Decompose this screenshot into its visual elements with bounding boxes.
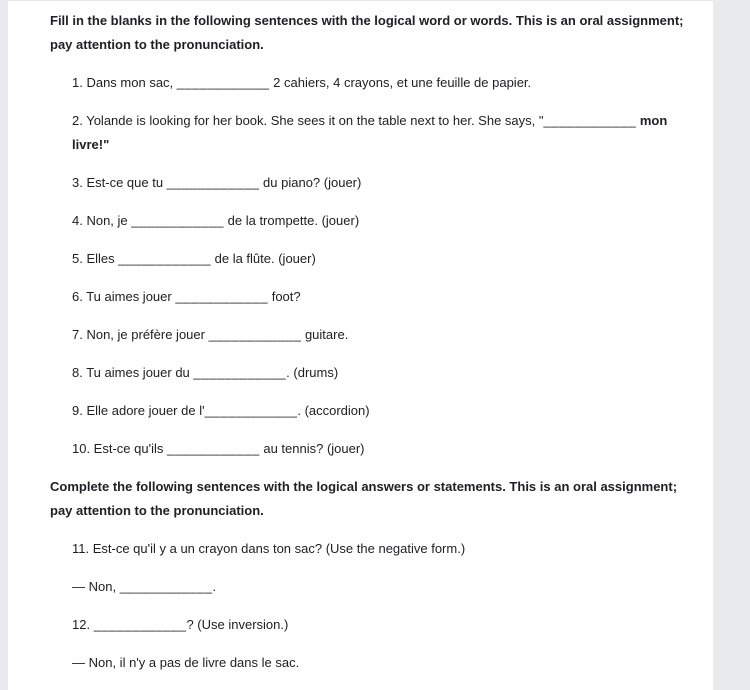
item-text: guitare.	[301, 327, 349, 342]
item-text: 10. Est-ce qu'ils	[72, 441, 167, 456]
section-instruction: Fill in the blanks in the following sentences with the logical word or words. This is an oral assignment; pay attention to the pronunciation.	[50, 13, 684, 52]
answer-blank: ____________	[118, 251, 212, 266]
exercise-item	[72, 575, 693, 599]
item-text: .	[212, 579, 217, 594]
section-items	[72, 537, 693, 675]
exercise-item	[72, 613, 693, 637]
answer-blank: ____________	[175, 289, 269, 304]
answer-blank: ____________	[208, 327, 302, 342]
item-text: du piano? (jouer)	[259, 175, 362, 190]
item-text: 7. Non, je préfère jouer	[72, 327, 209, 342]
exercise-item	[72, 437, 693, 461]
exercise-item	[72, 109, 693, 157]
section-instruction: Complete the following sentences with the logical answers or statements. This is an oral assignment; pay attention to the pronunciation.	[50, 479, 678, 518]
answer-blank: ____________	[204, 403, 298, 418]
exercise-item	[72, 361, 693, 385]
exercise-item	[72, 171, 693, 195]
item-text: au tennis? (jouer)	[259, 441, 365, 456]
item-text: 2 cahiers, 4 crayons, et une feuille de papier.	[269, 75, 532, 90]
exercise-item	[72, 323, 693, 347]
item-text: 4. Non, je	[72, 213, 132, 228]
item-text: de la flûte. (jouer)	[211, 251, 316, 266]
answer-blank: ____________	[543, 113, 637, 128]
item-text: 11. Est-ce qu'il y a un crayon dans ton sac? (Use the negative form.)	[72, 541, 466, 556]
item-text: 9. Elle adore jouer de l'	[72, 403, 205, 418]
answer-blank: ____________	[119, 579, 213, 594]
item-text: ? (Use inversion.)	[186, 617, 289, 632]
item-text: foot?	[268, 289, 301, 304]
item-text: 8. Tu aimes jouer du	[72, 365, 194, 380]
answer-blank: ____________	[176, 75, 270, 90]
item-text: — Non, il n'y a pas de livre dans le sac.	[72, 655, 300, 670]
worksheet-panel	[8, 0, 713, 690]
answer-blank: ____________	[166, 441, 260, 456]
exercise-item	[72, 537, 693, 561]
item-text: . (accordion)	[297, 403, 370, 418]
section-fill-blanks	[50, 9, 693, 461]
answer-blank: ____________	[193, 365, 287, 380]
item-text: 6. Tu aimes jouer	[72, 289, 176, 304]
answer-blank: ____________	[166, 175, 260, 190]
item-text: — Non,	[72, 579, 120, 594]
item-text: 12.	[72, 617, 94, 632]
item-text: . (drums)	[286, 365, 339, 380]
exercise-item	[72, 247, 693, 271]
exercise-item	[72, 651, 693, 675]
section-complete-sentences	[50, 475, 693, 675]
item-text: 1. Dans mon sac,	[72, 75, 177, 90]
item-text: mon livre!"	[72, 113, 668, 152]
exercise-item	[72, 285, 693, 309]
answer-blank: ____________	[93, 617, 187, 632]
exercise-item	[72, 71, 693, 95]
exercise-item	[72, 209, 693, 233]
exercise-item	[72, 399, 693, 423]
item-text: 5. Elles	[72, 251, 119, 266]
item-text: 3. Est-ce que tu	[72, 175, 167, 190]
item-text: 2. Yolande is looking for her book. She sees it on the table next to her. She says, "	[72, 113, 544, 128]
item-text: de la trompette. (jouer)	[224, 213, 360, 228]
answer-blank: ____________	[131, 213, 225, 228]
section-items	[72, 71, 693, 461]
